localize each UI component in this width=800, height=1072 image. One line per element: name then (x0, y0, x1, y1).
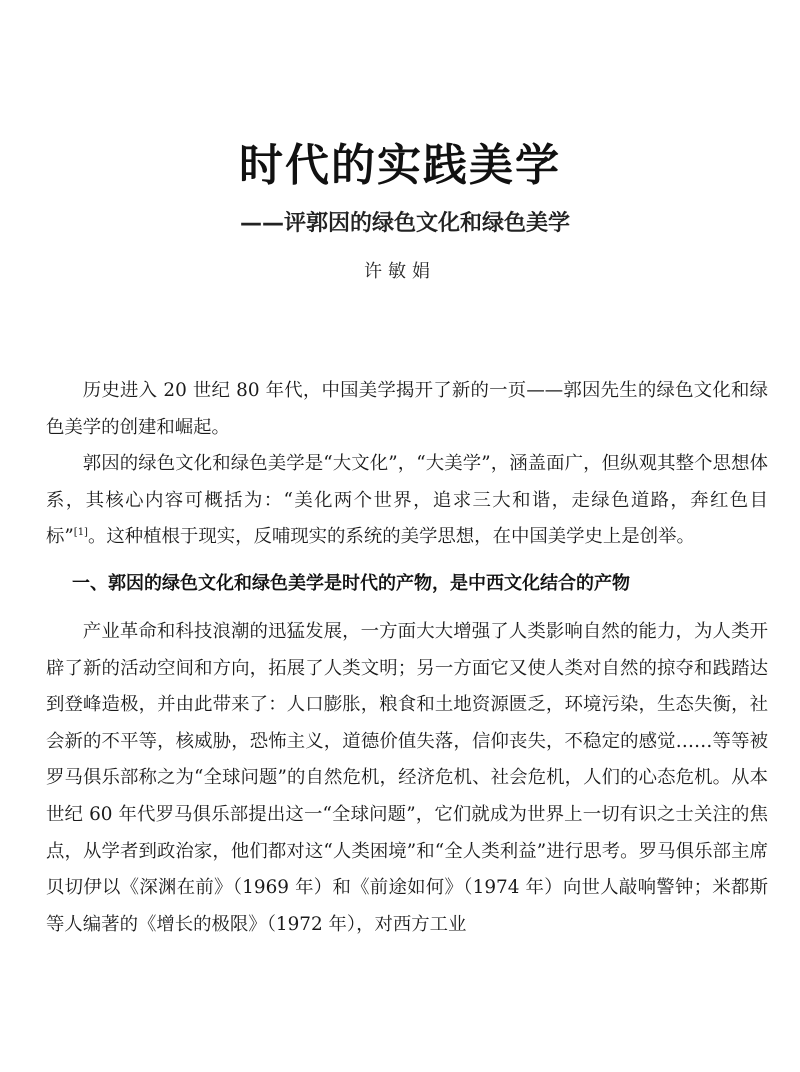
paragraph-core-idea (46, 446, 768, 556)
article-subtitle: ——评郭因的绿色文化和绿色美学 (239, 211, 570, 236)
article-body (46, 373, 768, 943)
article-title: 时代的实践美学 (239, 140, 561, 191)
section-heading: 一、郭因的绿色文化和绿色美学是时代的产物，是中西文化结合的产物 (72, 572, 630, 594)
paragraph-core-idea-continued: 。这种植根于现实，反哺现实的系统的美学思想，在中国美学史上是创举。 (87, 526, 695, 548)
section-paragraph: 产业革命和科技浪潮的迅猛发展，一方面大大增强了人类影响自然的能力，为人类开辟了新的活动空间和方向，拓展了人类文明；另一方面它又使人类对自然的掠夺和践踏达到登峰造极，并由此带来了：人口膨胀，粮食和土地资源匮乏，环境污染，生态失衡，社会新的不平等，核威胁，恐怖主义，道德价值失落，信仰丧失，不稳定的感觉……等等被罗马俱乐部称之为“全球问题”的自然危机，经济危机、社会危机，人们的心态危机。从本世纪 60 年代罗马俱乐部提出这一“全球问题”，它们就成为世界上一切有识之士关注的焦点，从学者到政治家，他们都对这“人类困境”和“全人类利益”进行思考。罗马俱乐部主席贝切伊以《深渊在前》（1969 年）和《前途如何》（1974 年）向世人敲响警钟；米都斯等人编著的《增长的极限》（1972 年），对西方工业 (46, 620, 768, 935)
article-author: 许敏娟 (364, 261, 436, 282)
paragraph-core-idea-text: 郭因的绿色文化和绿色美学是“大文化”，“大美学”，涵盖面广，但纵观其整个思想体系，其核心内容可概括为：“美化两个世界，追求三大和谐，走绿色道路，奔红色目标” (46, 453, 768, 548)
paragraph-intro: 历史进入 20 世纪 80 年代，中国美学揭开了新的一页——郭因先生的绿色文化和绿色美学的创建和崛起。 (46, 380, 768, 438)
footnote-marker: [1] (73, 527, 88, 539)
